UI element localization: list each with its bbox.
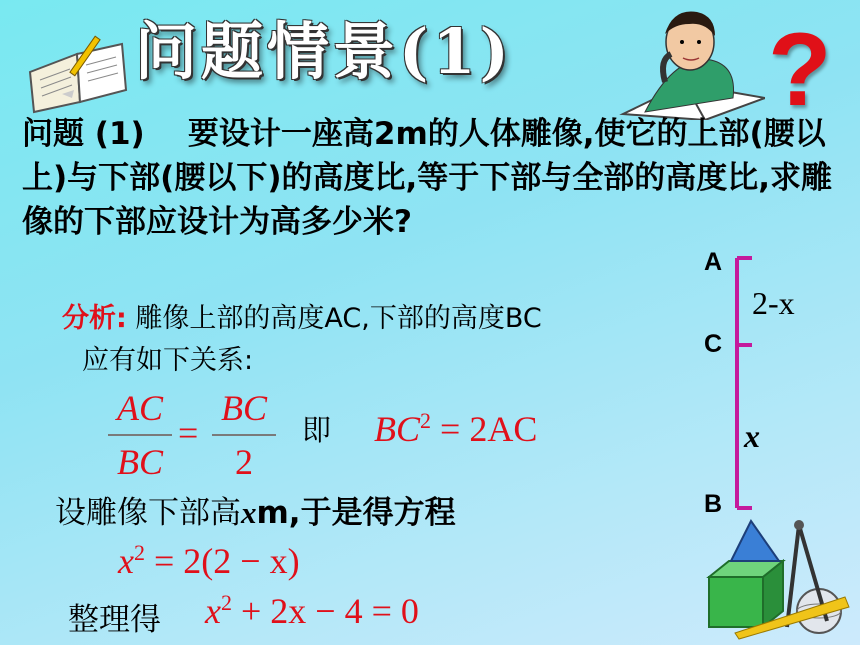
- problem-text: 要设计一座高2m的人体雕像,使它的上部(腰以上)与下部(腰以下)的高度比,等于下部与全部的高度比,求雕像的下部应设计为高多少米?: [22, 116, 833, 240]
- fraction-numerator: BC: [220, 388, 267, 428]
- analysis-text-2: 应有如下关系:: [82, 345, 254, 376]
- fraction-ac-bc: [108, 390, 172, 480]
- fraction-numerator: AC: [116, 388, 163, 428]
- thinking-student-icon: [615, 2, 765, 120]
- problem-prefix: 问题 (1): [22, 116, 145, 152]
- equation-rhs: + 2x − 4 = 0: [240, 591, 419, 631]
- set-var: x: [241, 495, 257, 530]
- point-b-label: B: [704, 490, 723, 518]
- equation-lhs: x: [118, 541, 134, 581]
- zhengli-label: 整理得: [68, 602, 161, 638]
- equation-lhs: BC: [374, 409, 421, 449]
- problem-statement: [22, 112, 842, 244]
- equation-exponent: 2: [133, 540, 145, 565]
- equation-2: [118, 540, 300, 582]
- geometry-shapes-icon: [695, 515, 855, 641]
- point-a-label: A: [704, 248, 723, 276]
- equals-sign: =: [178, 413, 199, 453]
- analysis-line-1: [62, 296, 542, 335]
- analysis-label: 分析:: [62, 303, 127, 334]
- set-after: m,于是得方程: [256, 495, 456, 531]
- fraction-denominator: BC: [116, 442, 163, 482]
- set-variable-line: [55, 487, 456, 532]
- set-before: 设雕像下部高: [55, 495, 241, 531]
- equation-exponent: 2: [220, 590, 232, 615]
- equation-lhs: x: [205, 591, 221, 631]
- equation-bc-squared: [374, 408, 537, 450]
- equation-rhs: = 2AC: [440, 409, 538, 449]
- equation-3: [205, 590, 419, 632]
- analysis-text-1: 雕像上部的高度AC,下部的高度BC: [135, 303, 542, 334]
- lower-length-label: x: [744, 418, 760, 454]
- point-c-label: C: [704, 330, 723, 358]
- fraction-denominator: 2: [235, 442, 253, 482]
- fraction-bc-2: [212, 390, 276, 480]
- page-title: 问题情景(1): [135, 15, 513, 88]
- ji-label: 即: [302, 413, 332, 447]
- open-book-icon: [22, 32, 132, 114]
- equation-rhs: = 2(2 − x): [153, 541, 300, 581]
- upper-length-label: 2-x: [752, 285, 795, 321]
- equation-exponent: 2: [420, 408, 432, 433]
- question-mark: ?: [768, 12, 832, 128]
